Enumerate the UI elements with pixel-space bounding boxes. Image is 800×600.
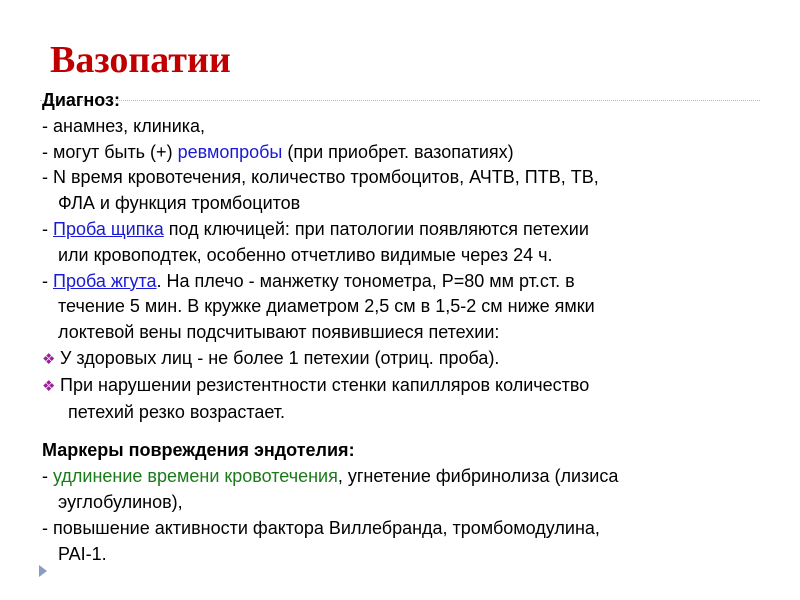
diamond-bullet-icon: ❖: [42, 377, 56, 395]
bullet-text: У здоровых лиц - не более 1 петехии (отриц. проба).: [60, 347, 500, 368]
rheum-tests-term: ревмопробы: [177, 141, 283, 162]
markers-line-bleeding-time: [42, 464, 772, 490]
text-segment: под ключицей: при патологии появляются петехии: [163, 218, 589, 239]
markers-line-willebrand: - повышение активности фактора Виллебранда, тромбомодулина,: [42, 517, 600, 538]
pinch-test-link[interactable]: Проба щипка: [53, 218, 164, 239]
diagnosis-heading: Диагноз:: [42, 90, 120, 110]
slide-title: Вазопатии: [50, 39, 231, 81]
diamond-bullet-icon: ❖: [42, 350, 56, 368]
slide-body: [42, 88, 772, 567]
diagnosis-line-tourniquet-cont-1: течение 5 мин. В кружке диаметром 2,5 см в 1,5-2 см ниже ямки: [58, 296, 595, 317]
markers-line-euglobulins: эуглобулинов),: [58, 491, 183, 512]
bullet-resistance: [42, 373, 772, 400]
text-segment: . На плечо - манжетку тонометра, Р=80 мм рт.ст. в: [156, 270, 575, 291]
tourniquet-test-link[interactable]: Проба жгута: [53, 270, 157, 291]
diagnosis-line-rheum-tests: [42, 140, 772, 166]
diagnosis-line-pinch-test-cont: или кровоподтек, особенно отчетливо видимые через 24 ч.: [58, 244, 553, 265]
diagnosis-line-tourniquet-test: [42, 269, 772, 295]
bullet-healthy: [42, 346, 772, 373]
diagnosis-line-lab-tests: - N время кровотечения, количество тромбоцитов, АЧТВ, ПТВ, ТВ,: [42, 167, 599, 188]
bullet-text: При нарушении резистентности стенки капилляров количество: [60, 374, 590, 395]
bleeding-time-term: удлинение времени кровотечения: [53, 466, 338, 487]
text-segment: -: [42, 270, 53, 291]
section-gap: [42, 425, 772, 438]
corner-arrow-icon: [38, 564, 48, 578]
markers-heading: Маркеры повреждения эндотелия:: [42, 440, 355, 461]
diagnosis-line-anamnesis: - анамнез, клиника,: [42, 115, 206, 136]
text-segment: -: [42, 218, 53, 239]
text-segment: -: [42, 466, 53, 487]
bullet-resistance-cont: петехий резко возрастает.: [68, 401, 286, 422]
text-segment: (при приобрет. вазопатиях): [282, 141, 514, 162]
markers-line-pai: PAI-1.: [58, 543, 107, 564]
diagnosis-line-platelet-function: ФЛА и функция тромбоцитов: [58, 193, 301, 214]
text-segment: , угнетение фибринолиза (лизиса: [337, 466, 619, 487]
diagnosis-line-tourniquet-cont-2: локтевой вены подсчитывают появившиеся петехии:: [58, 322, 500, 343]
diagnosis-line-pinch-test: [42, 217, 772, 243]
text-segment: - могут быть (+): [42, 141, 178, 162]
